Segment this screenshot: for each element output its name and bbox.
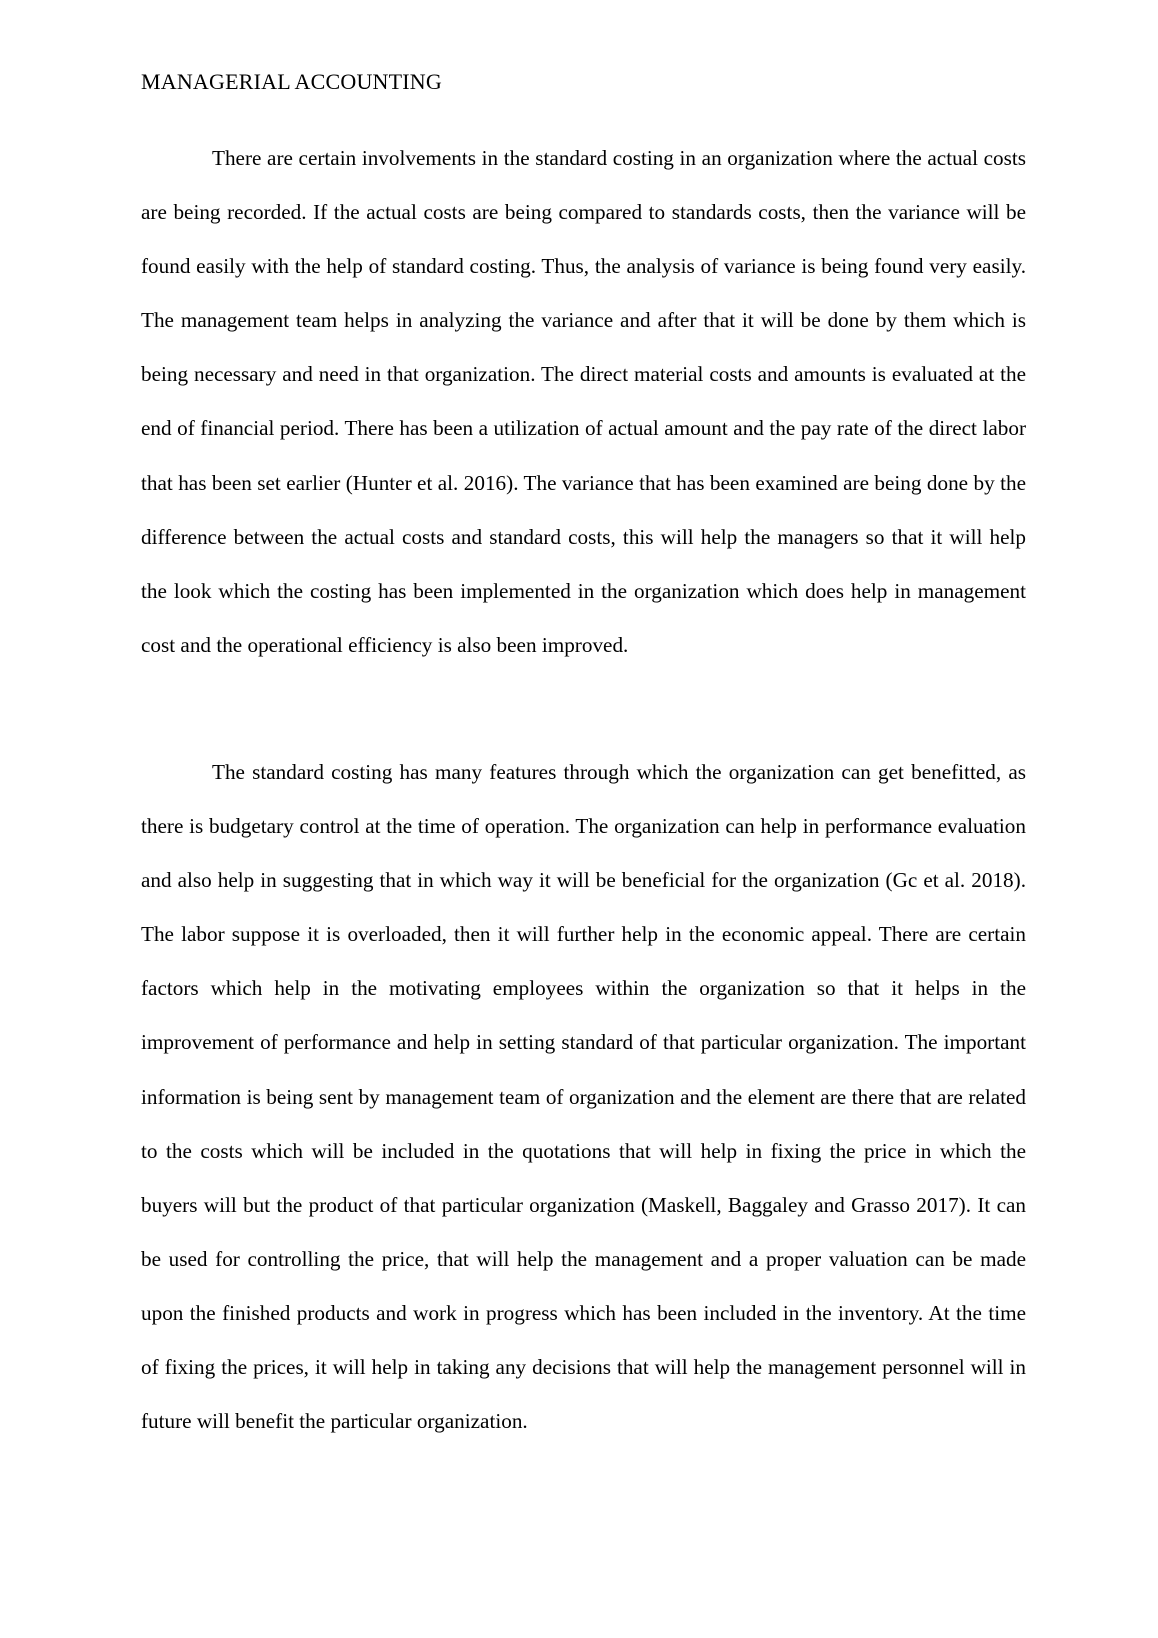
body-paragraph-2: The standard costing has many features through which the organization can get benefitted, as there is budgetary control at the time of operation. The organization can help in performance evaluation and also help in suggesting that in which way it will be beneficial for the organization (Gc et al. 2018). The labor suppose it is overloaded, then it will further help in the economic appeal. There are certain factors which help in the motivating employees within the organization so that it helps in the improvement of performance and help in setting standard of that particular organization. The important information is being sent by management team of organization and the element are there that are related to the costs which will be included in the quotations that will help in fixing the price in which the buyers will but the product of that particular organization (Maskell, Baggaley and Grasso 2017). It can be used for controlling the price, that will help the management and a proper valuation can be made upon the finished products and work in progress which has been included in the inventory. At the time of fixing the prices, it will help in taking any decisions that will help the management personnel will in future will benefit the particular organization. bbox=[141, 760, 1026, 1434]
running-head: MANAGERIAL ACCOUNTING bbox=[141, 69, 442, 94]
body-paragraph-1: There are certain involvements in the standard costing in an organization where the actual costs are being recorded. If the actual costs are being compared to standards costs, then the variance will be found easily with the help of standard costing. Thus, the analysis of variance is being found very easily. The management team helps in analyzing the variance and after that it will be done by them which is being necessary and need in that organization. The direct material costs and amounts is evaluated at the end of financial period. There has been a utilization of actual amount and the pay rate of the direct labor that has been set earlier (Hunter et al. 2016). The variance that has been examined are being done by the difference between the actual costs and standard costs, this will help the managers so that it will help the look which the costing has been implemented in the organization which does help in management cost and the operational efficiency is also been improved. bbox=[141, 146, 1026, 657]
